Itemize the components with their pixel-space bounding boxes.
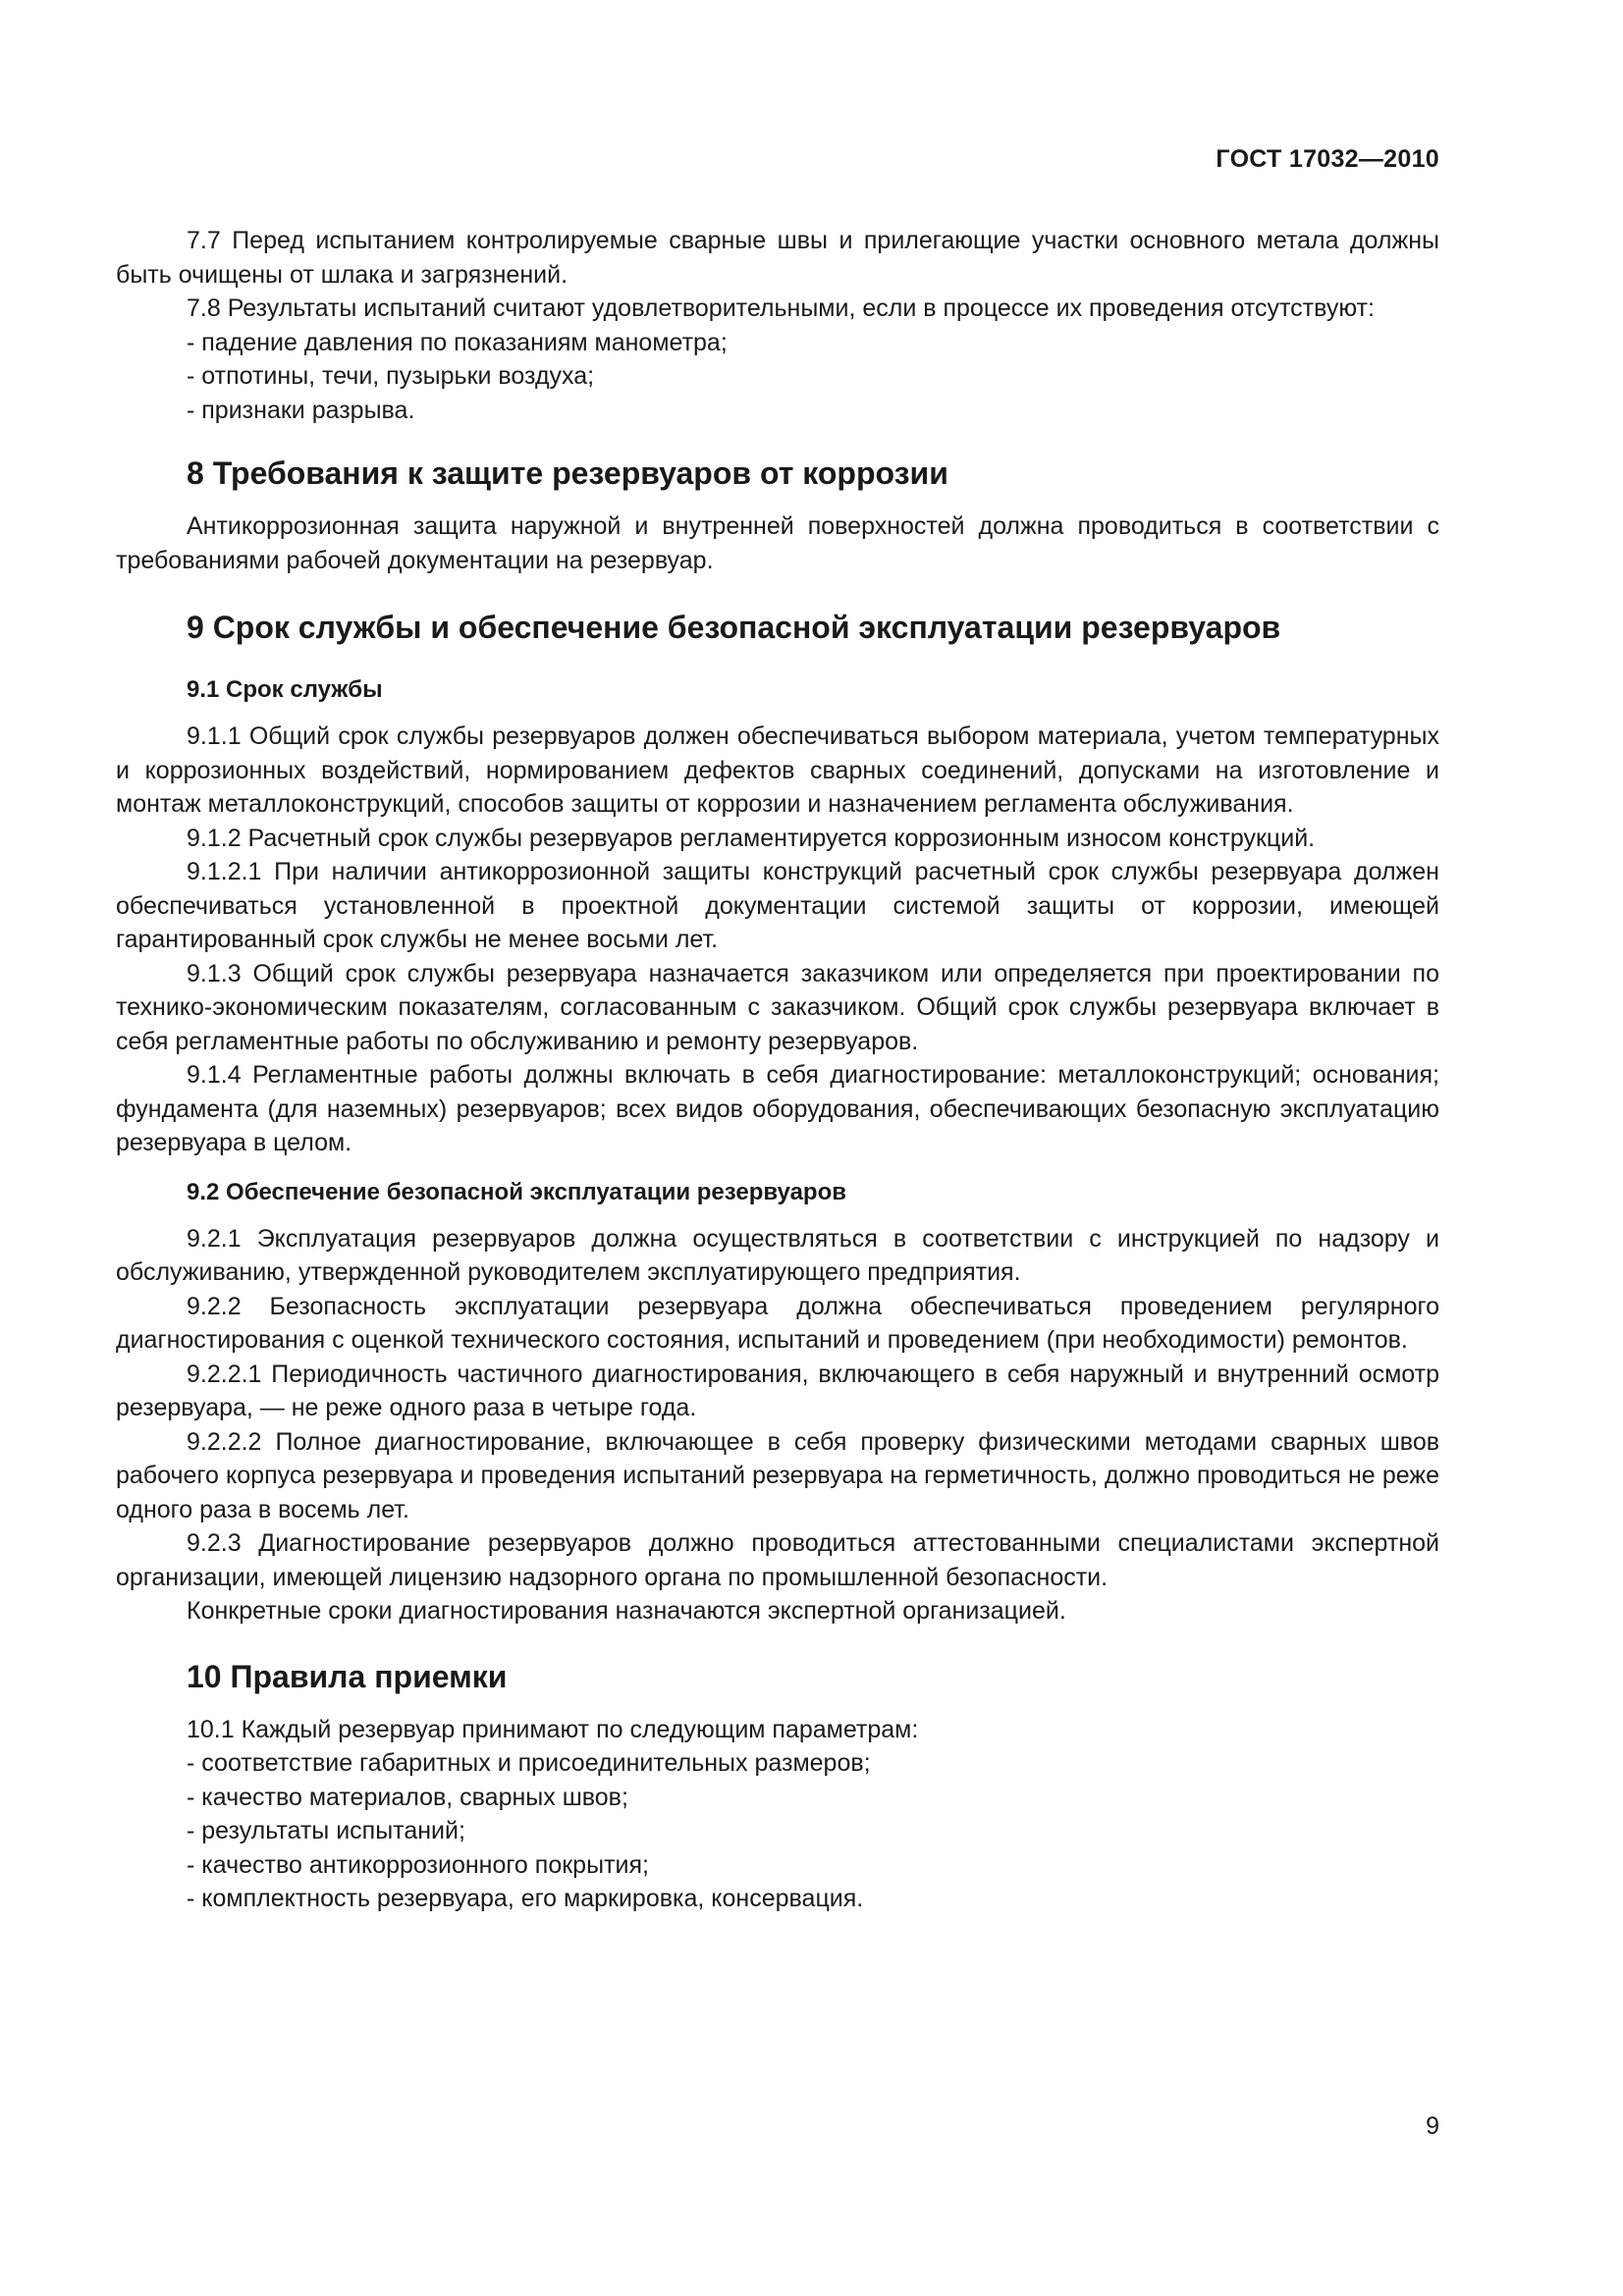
paragraph-9-1-2-1: 9.1.2.1 При наличии антикоррозионной защиты конструкций расчетный срок службы резервуара должен обеспечиваться установленной в проектной документации системой защиты от коррозии, имеющей гарантированный срок службы не менее восьми лет. xyxy=(116,858,1439,953)
paragraph-9-1-3: 9.1.3 Общий срок службы резервуара назначается заказчиком или определяется при проектировании по технико-экономическим показателям, согласованным с заказчиком. Общий срок службы резервуара включает в себя регламентные работы по обслуживанию и ремонту резервуаров. xyxy=(116,959,1439,1055)
paragraph-9-2-1: 9.2.1 Эксплуатация резервуаров должна осуществляться в соответствии с инструкцией по надзору и обслуживанию, утвержденной руководителем эксплуатирующего предприятия. xyxy=(116,1224,1439,1286)
list-item: - качество материалов, сварных швов; xyxy=(187,1783,628,1811)
list-item: - результаты испытаний; xyxy=(187,1817,465,1844)
page-number: 9 xyxy=(1426,2112,1439,2140)
subsection-9-1-title: 9.1 Срок службы xyxy=(187,676,383,703)
document-code: ГОСТ 17032—2010 xyxy=(1216,145,1439,173)
paragraph-9-2-3: 9.2.3 Диагностирование резервуаров должно проводиться аттестованными специалистами экспертной организации, имеющей лицензию надзорного органа по промышленной безопасности. xyxy=(116,1529,1439,1591)
subsection-9-2-title: 9.2 Обеспечение безопасной эксплуатации резервуаров xyxy=(187,1178,846,1205)
document-body xyxy=(116,224,1439,1916)
paragraph-9-2-2-1: 9.2.2.1 Периодичность частичного диагностирования, включающего в себя наружный и внутренний осмотр резервуара, — не реже одного раза в четыре года. xyxy=(116,1360,1439,1421)
paragraph-7-8: 7.8 Результаты испытаний считают удовлетворительными, если в процессе их проведения отсутствуют: xyxy=(187,294,1375,322)
paragraph-9-2-2: 9.2.2 Безопасность эксплуатации резервуара должна обеспечиваться проведением регулярного диагностирования с оценкой технического состояния, испытаний и проведением (при необходимости) ремонтов. xyxy=(116,1292,1439,1354)
paragraph-9-2-3-note: Конкретные сроки диагностирования назначаются экспертной организацией. xyxy=(187,1597,1066,1625)
paragraph-9-1-2: 9.1.2 Расчетный срок службы резервуаров регламентируется коррозионным износом конструкций. xyxy=(187,824,1316,852)
section-9-title: 9 Срок службы и обеспечение безопасной эксплуатации резервуаров xyxy=(187,610,1281,645)
list-item: - признаки разрыва. xyxy=(187,396,415,424)
list-item: - соответствие габаритных и присоединительных размеров; xyxy=(187,1749,871,1777)
paragraph-10-1: 10.1 Каждый резервуар принимают по следующим параметрам: xyxy=(187,1715,919,1743)
paragraph-9-2-2-2: 9.2.2.2 Полное диагностирование, включающее в себя проверку физическими методами сварных швов рабочего корпуса резервуара и проведения испытаний резервуара на герметичность, должно проводиться не реже одного раза в восемь лет. xyxy=(116,1427,1439,1523)
section-8-title: 8 Требования к защите резервуаров от коррозии xyxy=(187,455,948,491)
section-10-title: 10 Правила приемки xyxy=(187,1658,508,1694)
paragraph-9-1-1: 9.1.1 Общий срок службы резервуаров должен обеспечиваться выбором материала, учетом температурных и коррозионных воздействий, нормированием дефектов сварных соединений, допусками на изготовление и монтаж металлоконструкций, способов защиты от коррозии и назначением регламента обслуживания. xyxy=(116,722,1439,818)
list-item: - падение давления по показаниям манометра; xyxy=(187,328,728,356)
list-item: - комплектность резервуара, его маркировка, консервация. xyxy=(187,1885,864,1912)
section-8-text: Антикоррозионная защита наружной и внутренней поверхностей должна проводиться в соответствии с требованиями рабочей документации на резервуар. xyxy=(116,512,1439,574)
list-item: - качество антикоррозионного покрытия; xyxy=(187,1850,649,1879)
list-item: - отпотины, течи, пузырьки воздуха; xyxy=(187,362,595,390)
paragraph-9-1-4: 9.1.4 Регламентные работы должны включать в себя диагностирование: металлоконструкций; основания; фундамента (для наземных) резервуаров; всех видов оборудования, обеспечивающих безопасную эксплуатацию резервуара в целом. xyxy=(116,1061,1439,1156)
paragraph-7-7: 7.7 Перед испытанием контролируемые сварные швы и прилегающие участки основного метала должны быть очищены от шлака и загрязнений. xyxy=(116,227,1439,289)
